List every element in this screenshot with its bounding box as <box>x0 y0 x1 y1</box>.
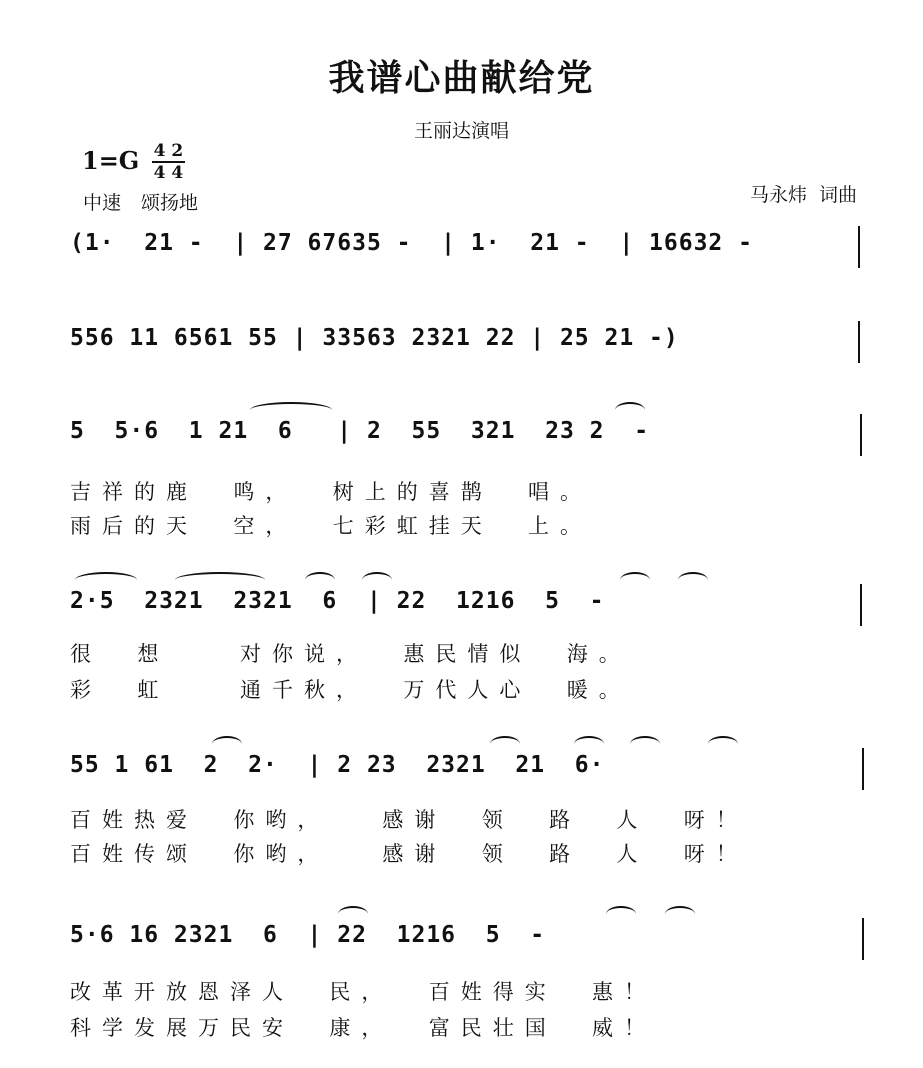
time-signature-top: 4 2 <box>153 141 184 161</box>
slur <box>212 736 242 752</box>
slur <box>250 402 332 418</box>
slur <box>630 736 660 752</box>
key-signature <box>82 143 185 182</box>
notation-line: 5·6 16 2321 6 | 22 1216 5 - <box>70 922 546 948</box>
score-line-3 <box>0 418 923 558</box>
slur <box>75 572 137 588</box>
composer-credit: 马永炜 词曲 <box>749 184 857 206</box>
slur <box>338 906 368 922</box>
slur <box>615 402 645 418</box>
barline <box>862 748 864 790</box>
score-line-5 <box>0 752 923 892</box>
barline <box>860 414 862 456</box>
time-signature <box>152 143 186 182</box>
score-line-6 <box>0 922 923 1062</box>
slur <box>606 906 636 922</box>
slur <box>305 572 335 588</box>
slur <box>175 572 265 588</box>
barline <box>860 584 862 626</box>
lyric-verse-1: 很 想 对你说， 惠民情似 海。 <box>70 642 631 666</box>
slur <box>574 736 604 752</box>
lyric-verse-2: 百姓传颂 你哟， 感谢 领 路 人 呀！ <box>70 842 748 866</box>
time-signature-bottom: 4 4 <box>153 163 184 183</box>
lyric-verse-2: 雨后的天 空， 七彩虹挂天 上。 <box>70 514 593 538</box>
barline <box>858 321 860 363</box>
slur <box>362 572 392 588</box>
slur <box>678 572 708 588</box>
lyric-verse-1: 改革开放恩泽人 民， 百姓得实 惠！ <box>70 980 657 1004</box>
slur <box>490 736 520 752</box>
lyric-verse-2: 科学发展万民安 康， 富民壮国 威！ <box>70 1016 657 1040</box>
slur <box>708 736 738 752</box>
singer-credit: 王丽达演唱 <box>413 120 509 142</box>
barline <box>862 918 864 960</box>
lyric-verse-1: 吉祥的鹿 鸣， 树上的喜鹊 唱。 <box>70 480 593 504</box>
notation-line: 2·5 2321 2321 6 | 22 1216 5 - <box>70 588 605 614</box>
score-line-4 <box>0 588 923 728</box>
slur <box>620 572 650 588</box>
song-title: 我谱心曲献给党 <box>328 58 595 99</box>
notation-line: (1· 21 - | 27 67635 - | 1· 21 - | 16632 - <box>70 230 753 256</box>
lyric-verse-1: 百姓热爱 你哟， 感谢 领 路 人 呀！ <box>70 808 748 832</box>
notation-line: 556 11 6561 55 | 33563 2321 22 | 25 21 -) <box>70 325 679 351</box>
key-label: 1=G <box>82 146 140 175</box>
lyric-verse-2: 彩 虹 通千秋， 万代人心 暖。 <box>70 678 631 702</box>
slur <box>665 906 695 922</box>
notation-line: 5 5·6 1 21 6 | 2 55 321 23 2 - <box>70 418 650 444</box>
notation-line: 55 1 61 2 2· | 2 23 2321 21 6· <box>70 752 605 778</box>
barline <box>858 226 860 268</box>
tempo-marking: 中速 颂扬地 <box>83 192 199 214</box>
